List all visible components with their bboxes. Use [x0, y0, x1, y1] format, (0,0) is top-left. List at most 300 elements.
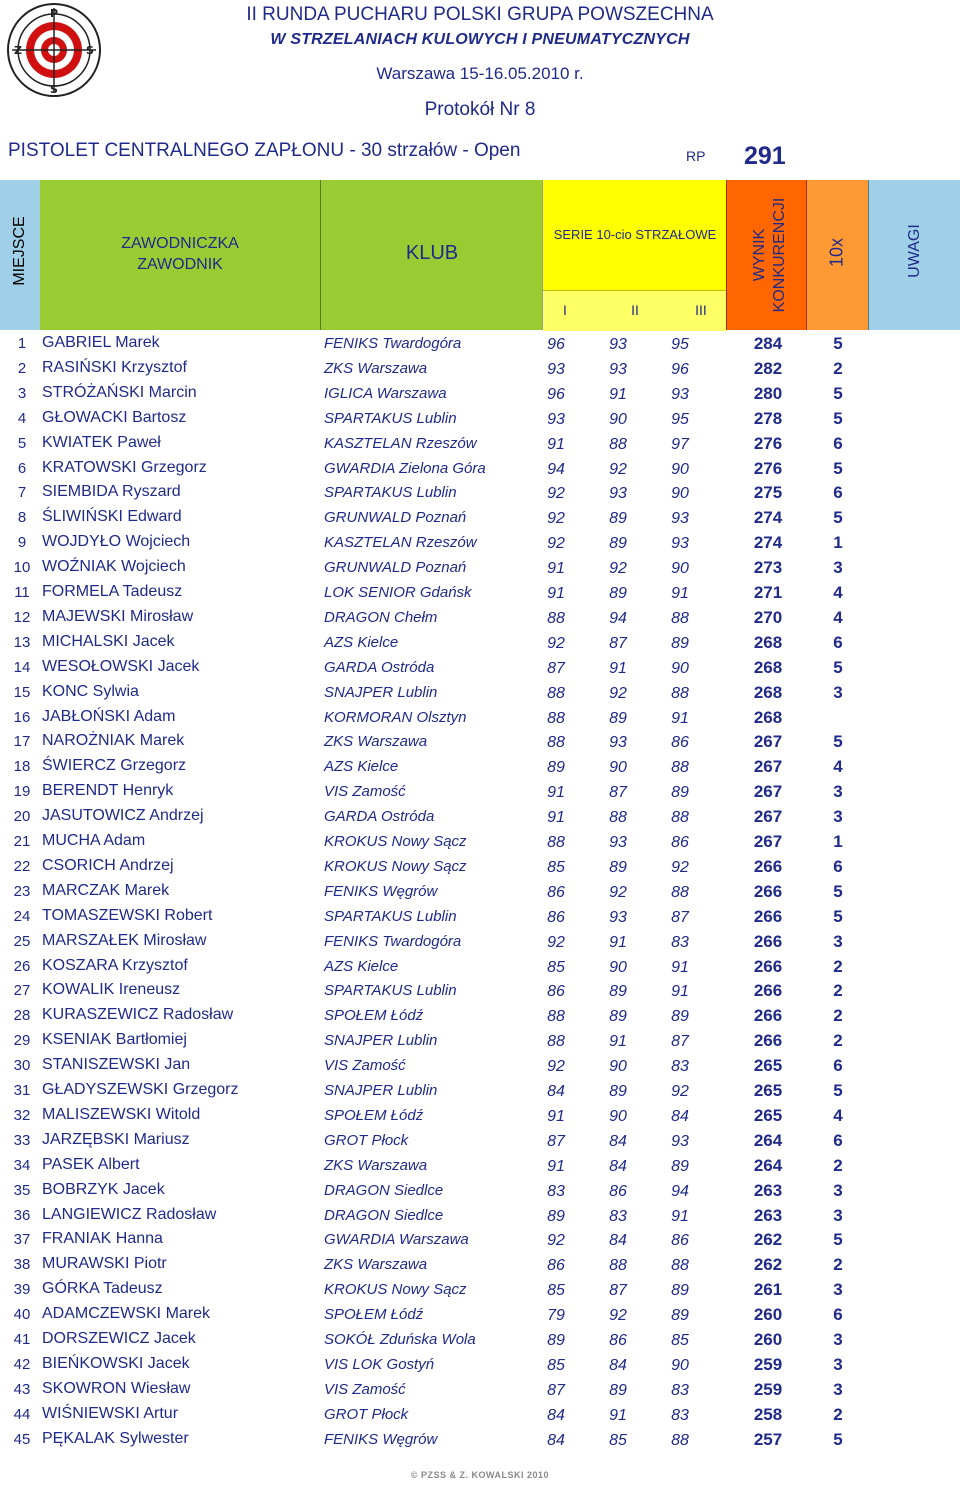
row-place: 9 — [17, 534, 27, 552]
table-row — [0, 655, 960, 680]
row-competitor-name: WESOŁOWSKI Jacek — [42, 657, 200, 675]
row-series-3: 83 — [671, 1406, 689, 1424]
row-tens: 3 — [833, 1280, 843, 1300]
row-result: 284 — [753, 334, 783, 353]
row-result: 267 — [753, 807, 783, 827]
row-series-3: 92 — [671, 858, 689, 876]
row-series-2: 88 — [609, 435, 627, 453]
row-place: 44 — [13, 1405, 31, 1423]
row-series-3: 91 — [671, 709, 689, 727]
table-row — [0, 480, 960, 505]
row-series-1: 85 — [547, 1282, 565, 1300]
row-series-3: 90 — [671, 560, 689, 578]
row-series-2: 87 — [609, 634, 627, 652]
row-result: 266 — [753, 981, 783, 1001]
row-tens: 2 — [833, 1404, 843, 1424]
row-competitor-name: BIEŃKOWSKI Jacek — [42, 1354, 190, 1372]
row-club: AZS Kielce — [324, 633, 399, 651]
column-header-series-label: SERIE 10-cio STRZAŁOWE — [553, 227, 717, 242]
row-tens: 5 — [833, 1429, 843, 1449]
row-club: DRAGON Siedlce — [324, 1206, 444, 1224]
row-place: 45 — [13, 1430, 31, 1448]
row-place: 28 — [13, 1007, 31, 1025]
row-series-3: 93 — [671, 510, 689, 528]
row-series-1: 89 — [547, 1207, 565, 1225]
row-series-3: 83 — [671, 1058, 689, 1076]
row-series-1: 92 — [547, 933, 565, 951]
row-tens: 2 — [833, 1155, 843, 1175]
row-place: 29 — [13, 1032, 31, 1050]
row-series-2: 84 — [609, 1132, 627, 1150]
row-series-1: 88 — [547, 1008, 565, 1026]
result-label-line1: WYNIK — [751, 228, 768, 282]
footer-copyright: © PZSS & Z. KOWALSKI 2010 — [410, 1470, 550, 1480]
row-competitor-name: FRANIAK Hanna — [42, 1230, 163, 1248]
row-place: 24 — [13, 907, 31, 925]
row-series-3: 90 — [671, 659, 689, 677]
row-series-3: 93 — [671, 385, 689, 403]
row-series-2: 91 — [609, 1033, 627, 1051]
row-result: 265 — [753, 1105, 783, 1125]
row-series-1: 88 — [547, 609, 565, 627]
row-place: 32 — [13, 1106, 31, 1124]
row-tens: 3 — [833, 1330, 843, 1349]
row-tens: 5 — [833, 1230, 843, 1250]
row-tens: 2 — [833, 1255, 843, 1275]
row-tens: 6 — [833, 483, 843, 503]
row-result: 257 — [753, 1429, 783, 1449]
table-row — [0, 1203, 960, 1228]
row-series-2: 93 — [609, 834, 627, 851]
row-club: SNAJPER Lublin — [324, 1032, 438, 1050]
row-tens: 5 — [833, 881, 843, 901]
row-competitor-name: DORSZEWICZ Jacek — [42, 1330, 196, 1347]
row-competitor-name: MUCHA Adam — [42, 832, 146, 849]
column-header-remarks-label: UWAGI — [906, 224, 923, 278]
table-row — [0, 754, 960, 779]
row-result: 266 — [753, 1006, 783, 1026]
svg-text:P: P — [49, 7, 59, 20]
series-1-label: I — [563, 302, 567, 318]
row-series-2: 91 — [609, 659, 627, 677]
row-tens: 3 — [833, 1205, 843, 1225]
row-tens: 2 — [833, 358, 843, 378]
row-series-1: 86 — [547, 883, 565, 901]
row-result: 263 — [753, 1205, 783, 1225]
row-competitor-name: CSORICH Andrzej — [42, 856, 174, 874]
row-series-1: 91 — [547, 560, 565, 578]
column-header-place-label: MIEJSCE — [11, 216, 28, 286]
row-tens: 1 — [833, 533, 843, 553]
svg-text:Z: Z — [14, 44, 22, 57]
row-place: 20 — [13, 808, 31, 826]
table-row — [0, 580, 960, 605]
row-result: 266 — [753, 906, 783, 926]
row-club: GRUNWALD Poznań — [324, 509, 467, 527]
row-result: 271 — [753, 583, 783, 602]
row-series-3: 96 — [671, 360, 689, 378]
row-club: VIS Zamość — [324, 783, 406, 801]
row-series-2: 84 — [609, 1356, 627, 1374]
row-series-3: 90 — [671, 1356, 689, 1374]
row-series-2: 89 — [609, 510, 627, 528]
table-row — [0, 1028, 960, 1053]
row-tens: 5 — [833, 906, 843, 926]
row-result: 273 — [753, 558, 783, 578]
row-club: ZKS Warszawa — [324, 1256, 428, 1274]
row-series-1: 93 — [547, 360, 565, 378]
row-series-2: 93 — [609, 734, 627, 752]
row-series-3: 92 — [671, 1083, 689, 1100]
row-club: SPOŁEM Łódź — [324, 1007, 424, 1025]
series-2-label: II — [631, 302, 639, 318]
event-title: II RUNDA PUCHARU POLSKI GRUPA POWSZECHNA — [246, 4, 714, 25]
row-series-3: 88 — [671, 883, 689, 901]
row-place: 17 — [13, 733, 31, 751]
row-competitor-name: KONC Sylwia — [42, 682, 139, 700]
row-club: SPOŁEM Łódź — [324, 1306, 424, 1324]
row-place: 5 — [17, 434, 27, 452]
table-row — [0, 705, 960, 730]
row-series-3: 86 — [671, 734, 689, 752]
row-series-3: 85 — [671, 1332, 689, 1349]
table-row — [0, 854, 960, 879]
row-series-1: 86 — [547, 908, 565, 926]
row-club: SPOŁEM Łódź — [324, 1106, 424, 1124]
row-series-3: 83 — [671, 1381, 689, 1399]
row-tens: 6 — [833, 1056, 843, 1076]
row-series-1: 88 — [547, 734, 565, 752]
row-series-3: 89 — [671, 1307, 689, 1325]
row-competitor-name: WOŹNIAK Wojciech — [42, 558, 186, 576]
table-row — [0, 929, 960, 954]
row-place: 42 — [13, 1355, 31, 1373]
row-series-1: 91 — [547, 1107, 565, 1125]
row-series-2: 92 — [609, 883, 627, 901]
row-series-2: 90 — [609, 958, 627, 976]
row-series-1: 91 — [547, 784, 565, 802]
row-series-1: 83 — [547, 1182, 565, 1200]
row-tens: 5 — [833, 383, 843, 403]
row-result: 267 — [753, 782, 783, 802]
series-3-label: III — [695, 302, 707, 318]
row-series-3: 87 — [671, 1033, 689, 1051]
row-result: 276 — [753, 433, 783, 453]
column-header-club — [320, 180, 542, 330]
row-series-2: 92 — [609, 460, 627, 478]
row-series-1: 85 — [547, 958, 565, 976]
row-series-3: 88 — [671, 1257, 689, 1275]
row-result: 260 — [753, 1305, 783, 1325]
row-club: DRAGON Chełm — [324, 608, 438, 626]
row-tens: 4 — [833, 1105, 843, 1125]
row-competitor-name: ŚLIWIŃSKI Edward — [42, 508, 182, 526]
row-tens: 4 — [833, 583, 843, 602]
row-series-1: 96 — [547, 336, 565, 353]
row-tens: 2 — [833, 1006, 843, 1026]
row-place: 34 — [13, 1156, 31, 1174]
row-place: 2 — [17, 359, 27, 377]
table-row — [0, 331, 960, 356]
row-place: 12 — [13, 608, 31, 626]
row-series-1: 92 — [547, 1232, 565, 1250]
row-club: LOK SENIOR Gdańsk — [324, 584, 472, 601]
row-competitor-name: KWIATEK Paweł — [42, 433, 161, 451]
row-place: 22 — [13, 857, 31, 875]
row-series-1: 89 — [547, 759, 565, 777]
row-result: 264 — [753, 1130, 783, 1150]
table-row — [0, 1053, 960, 1078]
competition-name: PISTOLET CENTRALNEGO ZAPŁONU - 30 strzałów - Open — [8, 140, 521, 161]
row-result: 270 — [753, 607, 783, 627]
row-place: 13 — [13, 633, 31, 651]
row-competitor-name: KRATOWSKI Grzegorz — [42, 458, 207, 476]
row-result: 262 — [753, 1255, 783, 1275]
row-result: 267 — [753, 832, 783, 851]
row-place: 37 — [13, 1231, 31, 1249]
row-series-1: 96 — [547, 385, 565, 403]
row-result: 266 — [753, 956, 783, 976]
row-place: 33 — [13, 1131, 31, 1149]
row-series-2: 89 — [609, 858, 627, 876]
row-competitor-name: RASIŃSKI Krzysztof — [42, 358, 187, 376]
row-club: SPARTAKUS Lublin — [324, 982, 457, 1000]
row-series-3: 90 — [671, 460, 689, 478]
row-club: FENIKS Twardogóra — [324, 335, 462, 352]
row-place: 18 — [13, 758, 31, 776]
table-row — [0, 954, 960, 979]
pzss-logo — [4, 2, 104, 98]
table-row — [0, 729, 960, 754]
row-competitor-name: LANGIEWICZ Radosław — [42, 1205, 217, 1223]
row-tens: 5 — [833, 732, 843, 752]
row-tens: 4 — [833, 607, 843, 627]
row-tens: 6 — [833, 856, 843, 876]
row-series-3: 89 — [671, 1157, 689, 1175]
row-series-2: 87 — [609, 1282, 627, 1300]
table-row — [0, 1377, 960, 1402]
row-competitor-name: BERENDT Henryk — [42, 782, 174, 800]
row-series-1: 89 — [547, 1332, 565, 1349]
table-row — [0, 779, 960, 804]
table-row — [0, 1352, 960, 1377]
row-series-1: 85 — [547, 1356, 565, 1374]
row-series-1: 91 — [547, 809, 565, 827]
row-tens: 6 — [833, 433, 843, 453]
row-series-3: 91 — [671, 958, 689, 976]
row-tens: 5 — [833, 1081, 843, 1100]
row-place: 3 — [17, 384, 27, 402]
row-series-1: 86 — [547, 1257, 565, 1275]
row-series-2: 89 — [609, 709, 627, 727]
row-series-2: 86 — [609, 1182, 627, 1200]
row-series-3: 90 — [671, 485, 689, 503]
table-row — [0, 1078, 960, 1103]
row-place: 14 — [13, 658, 31, 676]
row-series-3: 93 — [671, 1132, 689, 1150]
row-competitor-name: MARCZAK Marek — [42, 881, 170, 899]
row-tens: 5 — [833, 458, 843, 478]
row-competitor-name: GŁADYSZEWSKI Grzegorz — [42, 1081, 239, 1098]
row-series-1: 91 — [547, 1157, 565, 1175]
row-club: SPARTAKUS Lublin — [324, 409, 457, 427]
row-tens: 2 — [833, 956, 843, 976]
row-competitor-name: FORMELA Tadeusz — [42, 583, 183, 600]
row-series-2: 93 — [609, 908, 627, 926]
row-series-2: 90 — [609, 759, 627, 777]
column-header-result-label — [750, 180, 790, 330]
row-series-1: 88 — [547, 834, 565, 851]
row-series-2: 89 — [609, 585, 627, 602]
row-series-1: 87 — [547, 659, 565, 677]
row-series-3: 88 — [671, 809, 689, 827]
row-club: GARDA Ostróda — [324, 658, 435, 676]
column-header-remarks — [868, 180, 960, 330]
table-row — [0, 1252, 960, 1277]
row-club: GWARDIA Zielona Góra — [324, 459, 486, 477]
row-series-2: 88 — [609, 809, 627, 827]
table-row — [0, 1103, 960, 1128]
row-tens: 1 — [833, 832, 843, 851]
rp-value: 291 — [744, 142, 786, 170]
row-result: 265 — [753, 1081, 783, 1100]
row-series-3: 91 — [671, 983, 689, 1001]
row-place: 8 — [17, 509, 27, 527]
row-club: VIS Zamość — [324, 1380, 406, 1398]
row-place: 35 — [13, 1181, 31, 1199]
row-series-1: 84 — [547, 1406, 565, 1424]
row-club: AZS Kielce — [324, 957, 399, 975]
row-competitor-name: JABŁOŃSKI Adam — [42, 707, 176, 725]
table-row — [0, 879, 960, 904]
row-series-2: 84 — [609, 1232, 627, 1250]
row-series-2: 91 — [609, 933, 627, 951]
row-series-3: 94 — [671, 1182, 689, 1200]
row-tens: 3 — [833, 1180, 843, 1200]
row-series-2: 89 — [609, 535, 627, 553]
row-club: ZKS Warszawa — [324, 359, 428, 377]
row-club: KROKUS Nowy Sącz — [324, 1281, 467, 1299]
row-result: 259 — [753, 1354, 783, 1374]
row-series-1: 92 — [547, 634, 565, 652]
row-result: 266 — [753, 856, 783, 876]
row-competitor-name: KSENIAK Bartłomiej — [42, 1031, 187, 1049]
row-tens: 3 — [833, 682, 843, 702]
row-place: 40 — [13, 1306, 31, 1324]
row-result: 260 — [753, 1330, 783, 1349]
row-series-3: 89 — [671, 1282, 689, 1300]
row-series-3: 89 — [671, 784, 689, 802]
row-tens: 3 — [833, 807, 843, 827]
row-place: 11 — [14, 584, 30, 601]
row-series-3: 93 — [671, 535, 689, 553]
row-place: 31 — [13, 1082, 31, 1099]
event-subtitle: W STRZELANIACH KULOWYCH I PNEUMATYCZNYCH — [270, 31, 690, 48]
row-result: 262 — [753, 1230, 783, 1250]
column-header-tens-label: 10x — [826, 237, 847, 268]
row-tens: 3 — [833, 558, 843, 578]
row-series-3: 89 — [671, 1008, 689, 1026]
row-series-2: 93 — [609, 360, 627, 378]
row-result: 258 — [753, 1404, 783, 1424]
row-series-2: 89 — [609, 1083, 627, 1100]
row-result: 268 — [753, 632, 783, 652]
row-tens: 6 — [833, 1305, 843, 1325]
row-competitor-name: STRÓŻAŃSKI Marcin — [42, 383, 197, 401]
row-competitor-name: GABRIEL Marek — [42, 334, 160, 351]
row-series-3: 91 — [671, 585, 689, 602]
row-series-2: 88 — [609, 1257, 627, 1275]
row-club: KROKUS Nowy Sącz — [324, 857, 467, 875]
row-series-2: 92 — [609, 560, 627, 578]
row-place: 10 — [13, 559, 31, 577]
row-competitor-name: KURASZEWICZ Radosław — [42, 1006, 234, 1024]
row-tens: 3 — [833, 782, 843, 802]
row-competitor-name: ADAMCZEWSKI Marek — [42, 1305, 211, 1323]
row-series-2: 90 — [609, 1107, 627, 1125]
row-series-2: 93 — [609, 336, 627, 353]
row-series-3: 88 — [671, 759, 689, 777]
row-result: 265 — [753, 1056, 783, 1076]
table-row — [0, 1402, 960, 1427]
row-series-3: 86 — [671, 1232, 689, 1250]
row-series-1: 88 — [547, 709, 565, 727]
row-series-2: 93 — [609, 485, 627, 503]
row-competitor-name: TOMASZEWSKI Robert — [42, 906, 213, 924]
row-club: SPARTAKUS Lublin — [324, 907, 457, 925]
row-competitor-name: MICHALSKI Jacek — [42, 632, 175, 650]
row-club: VIS LOK Gostyń — [324, 1355, 435, 1373]
row-place: 21 — [13, 833, 31, 850]
row-competitor-name: ŚWIERCZ Grzegorz — [42, 757, 187, 775]
row-series-3: 87 — [671, 908, 689, 926]
row-club: FENIKS Węgrów — [324, 1430, 438, 1448]
row-series-1: 85 — [547, 858, 565, 876]
row-series-2: 89 — [609, 1008, 627, 1026]
table-row — [0, 505, 960, 530]
row-series-1: 91 — [547, 435, 565, 453]
row-place: 27 — [13, 982, 31, 1000]
row-tens: 4 — [833, 757, 843, 777]
row-competitor-name: PĘKALAK Sylwester — [42, 1429, 189, 1447]
row-result: 280 — [753, 383, 783, 403]
row-tens: 2 — [833, 981, 843, 1001]
column-header-place — [0, 180, 40, 330]
row-series-1: 92 — [547, 485, 565, 503]
row-series-1: 92 — [547, 510, 565, 528]
row-place: 4 — [17, 409, 27, 427]
row-series-1: 87 — [547, 1381, 565, 1399]
table-row — [0, 406, 960, 431]
column-header-club-label: KLUB — [405, 242, 459, 264]
row-series-3: 97 — [671, 435, 689, 453]
row-competitor-name: SIEMBIDA Ryszard — [42, 483, 181, 501]
row-series-2: 92 — [609, 1307, 627, 1325]
column-header-result — [726, 180, 806, 330]
row-series-2: 89 — [609, 983, 627, 1001]
row-result: 276 — [753, 458, 783, 478]
row-club: GARDA Ostróda — [324, 808, 435, 826]
row-club: AZS Kielce — [324, 758, 399, 776]
row-competitor-name: WOJDYŁO Wojciech — [42, 533, 191, 551]
table-row — [0, 456, 960, 481]
protocol-number: Protokół Nr 8 — [424, 99, 536, 120]
table-row — [0, 381, 960, 406]
row-series-2: 94 — [609, 609, 627, 627]
row-competitor-name: JASUTOWICZ Andrzej — [42, 807, 204, 825]
row-tens: 6 — [833, 1130, 843, 1150]
row-result: 266 — [753, 1031, 783, 1051]
